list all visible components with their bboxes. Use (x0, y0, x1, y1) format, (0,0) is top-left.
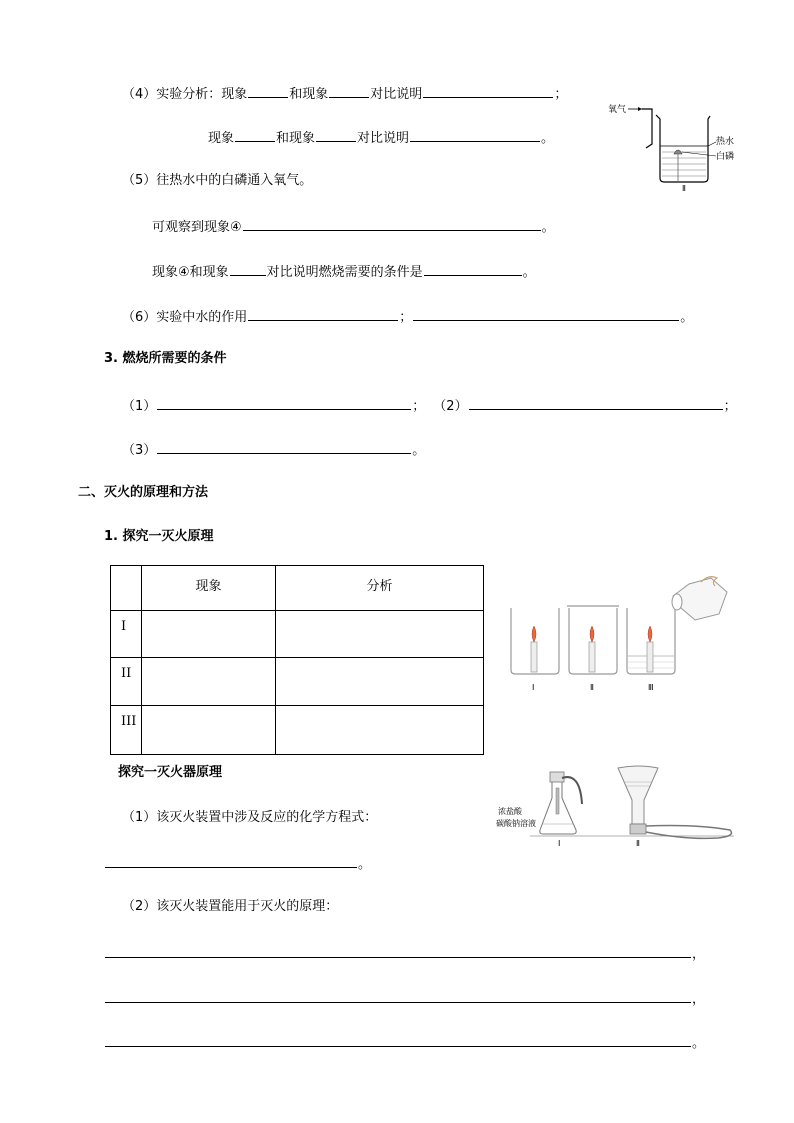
text: 对比说明 (370, 87, 423, 102)
text: 。 (541, 131, 555, 146)
observation-table (110, 565, 484, 755)
sec3-row1 (122, 396, 737, 415)
text: 对比说明燃烧需要的条件是 (266, 265, 423, 280)
blank[interactable] (243, 217, 541, 231)
beaker-label: Ⅱ (590, 683, 594, 692)
water-hatching (662, 152, 706, 176)
candle (589, 642, 595, 672)
text: 。 (412, 443, 426, 458)
text: 现象④和现象 (152, 265, 229, 280)
blank[interactable] (423, 84, 553, 98)
flame-icon (590, 626, 594, 642)
pouring-bottle (672, 577, 727, 620)
row-label: II (111, 658, 142, 706)
sub2-q1: （1）该灭火装置中涉及反应的化学方程式： (122, 810, 378, 825)
blank[interactable] (235, 128, 275, 142)
table-cell[interactable] (142, 611, 276, 658)
sub1-title: 1. 探究一灭火原理 (104, 529, 214, 544)
text: 。 (522, 265, 536, 280)
text: 现象 (208, 131, 235, 146)
q6-line (122, 307, 693, 326)
text: （1） (122, 399, 157, 414)
blank[interactable] (105, 854, 357, 868)
table-row (111, 611, 484, 658)
candle-beakers-figure (505, 574, 739, 700)
table-header-analysis: 分析 (276, 566, 484, 611)
beaker-figure (606, 96, 740, 192)
table-header-phenomenon: 现象 (142, 566, 276, 611)
apparatus-label: Ⅱ (636, 839, 640, 848)
blank[interactable] (105, 1033, 691, 1047)
answer-line-3 (104, 1033, 705, 1052)
q5-label: （5）往热水中的白磷通入氧气。 (122, 173, 313, 188)
blank[interactable] (230, 262, 266, 276)
blank[interactable] (105, 989, 691, 1003)
oxygen-label: 氧气 (608, 105, 627, 115)
q4-label: （4）实验分析：现象 (122, 87, 248, 102)
candle (647, 642, 653, 672)
blank[interactable] (316, 128, 356, 142)
row-label: III (111, 706, 142, 755)
figure-number: Ⅱ (682, 184, 686, 192)
solution-label: 碳酸钠溶液 (496, 819, 536, 828)
white-phosphorus (674, 150, 682, 154)
acid-tube (556, 788, 559, 814)
blank[interactable] (105, 944, 691, 958)
text: ； (399, 310, 413, 325)
beaker-3 (627, 608, 675, 674)
blank[interactable] (424, 262, 522, 276)
table-cell[interactable] (142, 658, 276, 706)
beaker-outline (656, 115, 710, 182)
q4-line2 (208, 128, 554, 147)
row-label: I (111, 611, 142, 658)
arrow-head (638, 107, 642, 111)
text: 可观察到现象④ (152, 220, 242, 235)
beaker-label: Ⅲ (648, 683, 654, 692)
text: ； (412, 399, 426, 414)
text: 。 (358, 857, 372, 872)
beaker-2 (567, 606, 619, 674)
q5-title (122, 173, 312, 189)
flask-1 (540, 772, 582, 834)
blank[interactable] (329, 84, 369, 98)
table-cell[interactable] (142, 706, 276, 755)
gas-tube (642, 109, 652, 148)
blank[interactable] (157, 440, 411, 454)
sec3-row2 (122, 440, 425, 459)
answer-line-1 (104, 944, 705, 963)
beaker-label: Ⅰ (532, 683, 535, 692)
text: （2） (433, 399, 468, 414)
table-row (111, 706, 484, 755)
table-corner (111, 566, 142, 611)
blank[interactable] (248, 84, 288, 98)
blank[interactable] (410, 128, 540, 142)
sub2-title: 探究一灭火器原理 (118, 765, 223, 780)
flame-icon (648, 626, 652, 642)
text: 。 (541, 220, 555, 235)
text: 和现象 (276, 131, 316, 146)
text: ， (692, 992, 706, 1007)
text: ； (554, 87, 568, 102)
sub2-q1-answer (104, 854, 371, 873)
extinguisher-figure (496, 764, 740, 850)
text: （6）实验中水的作用 (122, 310, 248, 325)
table-cell[interactable] (276, 706, 484, 755)
blank[interactable] (413, 307, 679, 321)
white-p-label: 白磷 (716, 152, 735, 162)
text: 和现象 (289, 87, 329, 102)
candle (531, 642, 537, 672)
acid-label: 浓盐酸 (498, 807, 522, 816)
text: 。 (692, 1036, 706, 1051)
q5-observe (152, 217, 555, 236)
text: 。 (680, 310, 694, 325)
text: （3） (122, 443, 157, 458)
pointer (708, 142, 716, 146)
apparatus-label: Ⅰ (558, 839, 561, 848)
blank[interactable] (157, 396, 411, 410)
table-cell[interactable] (276, 658, 484, 706)
answer-line-2 (104, 989, 705, 1008)
blank[interactable] (248, 307, 398, 321)
beaker-1 (511, 608, 559, 674)
table-row (111, 658, 484, 706)
outlet-tube (562, 777, 582, 804)
flame-icon (532, 626, 536, 642)
q5-compare (152, 262, 536, 281)
hose (646, 826, 732, 839)
pointer (682, 152, 716, 156)
sub2-q2: （2）该灭火装置能用于灭火的原理： (122, 899, 339, 914)
funnel-2 (618, 766, 732, 838)
q4-line1 (122, 84, 567, 103)
table-cell[interactable] (276, 611, 484, 658)
text: 对比说明 (357, 131, 410, 146)
blank[interactable] (469, 396, 723, 410)
part2-title: 二、灭火的原理和方法 (78, 485, 209, 500)
text: ， (692, 947, 706, 962)
text: ； (723, 399, 737, 414)
section3-title: 3. 燃烧所需要的条件 (104, 351, 227, 366)
hot-water-label: 热水 (716, 137, 735, 147)
